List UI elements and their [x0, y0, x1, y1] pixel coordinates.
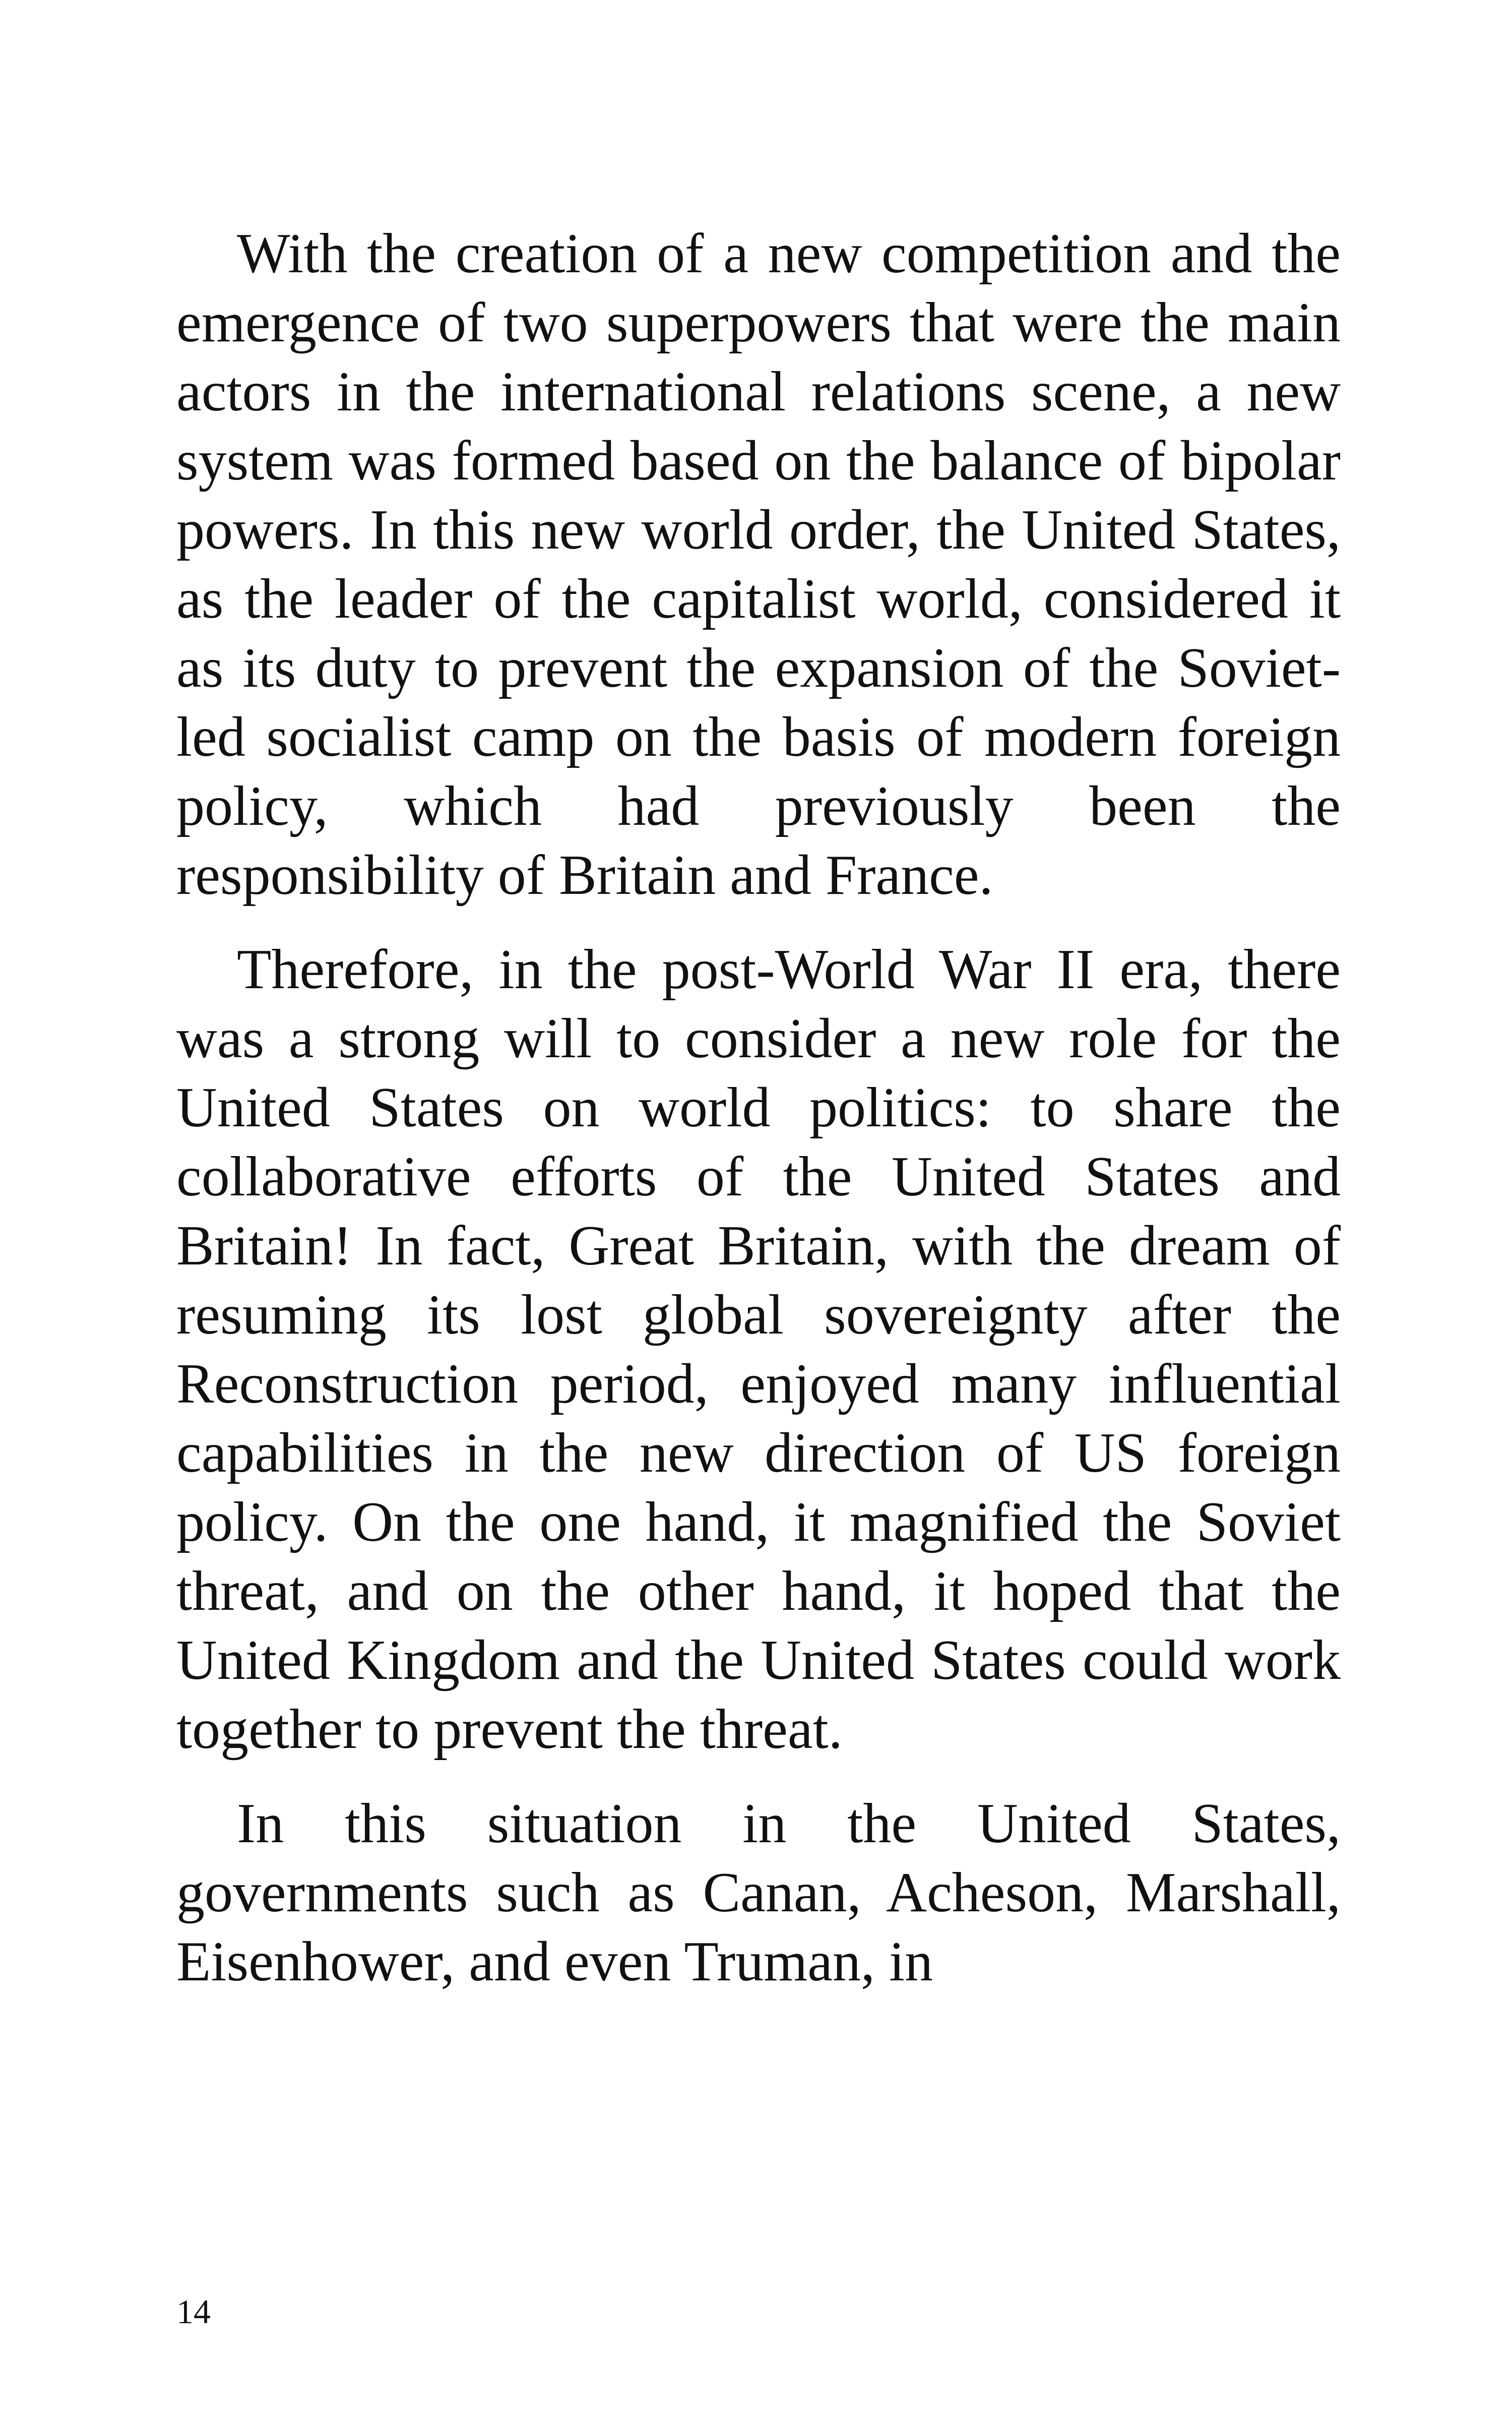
paragraph-1: With the creation of a new competition and the emergence of two superpowers that were the main actors in the international relations scene, a new system was formed based on the balance of bipolar powers. In this new world order, the United States, as the leader of the capitalist world, considered it as its duty to prevent the expansion of the Soviet-led socialist camp on the basis of modern foreign policy, which had previously been the responsibility of Britain and France.: [176, 222, 1341, 906]
paragraph-2: Therefore, in the post-World War II era, there was a strong will to consider a new role for the United States on world politics: to share the collaborative efforts of the United States and Britain! In fact, Great Britain, with the dream of resuming its lost global sovereignty after the Reconstruction period, enjoyed many influential capabilities in the new direction of US foreign policy. On the one hand, it magnified the Soviet threat, and on the other hand, it hoped that the United Kingdom and the United States could work together to prevent the threat.: [176, 938, 1341, 1761]
page-number: 14: [176, 2292, 211, 2331]
paragraph-3: In this situation in the United States, governments such as Canan, Acheson, Marshall, Eisenhower, and even Truman, in: [176, 1792, 1341, 1993]
body-text: [176, 219, 1341, 2022]
